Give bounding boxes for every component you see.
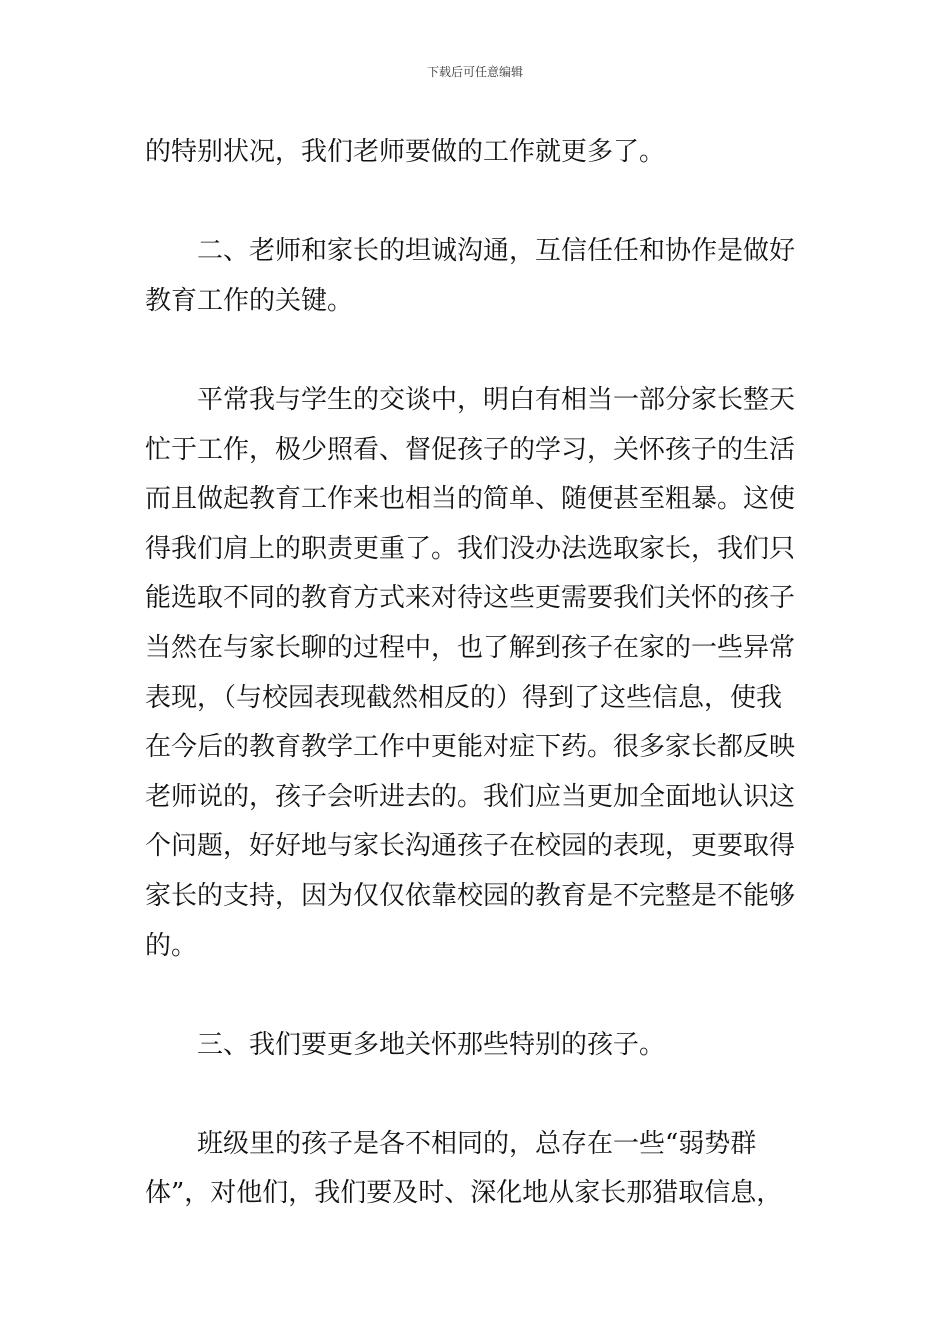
paragraph-gap [145,1070,809,1120]
text-line: 平常我与学生的交谈中，明白有相当一部分家长整天 [197,384,796,415]
paragraph-gap [145,326,809,376]
text-line: 教育工作的关键。 [145,285,354,316]
text-line: 忙于工作，极少照看、督促孩子的学习，关怀孩子的生活 [145,434,796,465]
text-line: 班级里的孩子是各不相同的，总存在一些“弱势群 [197,1128,757,1159]
text-line: 表现，（与校园表现截然相反的）得到了这些信息，使我 [145,682,783,713]
text-line: 老师说的，孩子会听进去的。我们应当更加全面地认识这 [145,781,796,812]
text-line: 当然在与家长聊的过程中，也了解到孩子在家的一些异常 [145,632,796,663]
text-line: 的。 [145,930,198,961]
text-line: 三、我们要更多地关怀那些特别的孩子。 [197,1029,666,1060]
paragraph-gap [145,971,809,1021]
text-line: 在今后的教育教学工作中更能对症下药。很多家长都反映 [145,732,796,763]
text-line: 个问题，好好地与家长沟通孩子在校园的表现，更要取得 [145,831,796,862]
text-line: 二、老师和家长的坦诚沟通，互信任任和协作是做好 [197,236,796,267]
text-line: 的特别状况，我们老师要做的工作就更多了。 [145,137,666,167]
paragraph-gap [145,178,809,228]
document-body [145,128,809,1219]
text-line: 家长的支持，因为仅仅依靠校园的教育是不完整是不能够 [145,880,796,911]
text-line: 得我们肩上的职责更重了。我们没办法选取家长，我们只 [145,533,796,564]
text-line: 能选取不同的教育方式来对待这些更需要我们关怀的孩子 [145,583,796,614]
page-header: 下载后可任意编辑 [426,65,523,79]
text-line: 而且做起教育工作来也相当的简单、随便甚至粗暴。这使 [145,484,796,515]
text-line: 体”，对他们，我们要及时、深化地从家长那猎取信息， [145,1178,783,1209]
